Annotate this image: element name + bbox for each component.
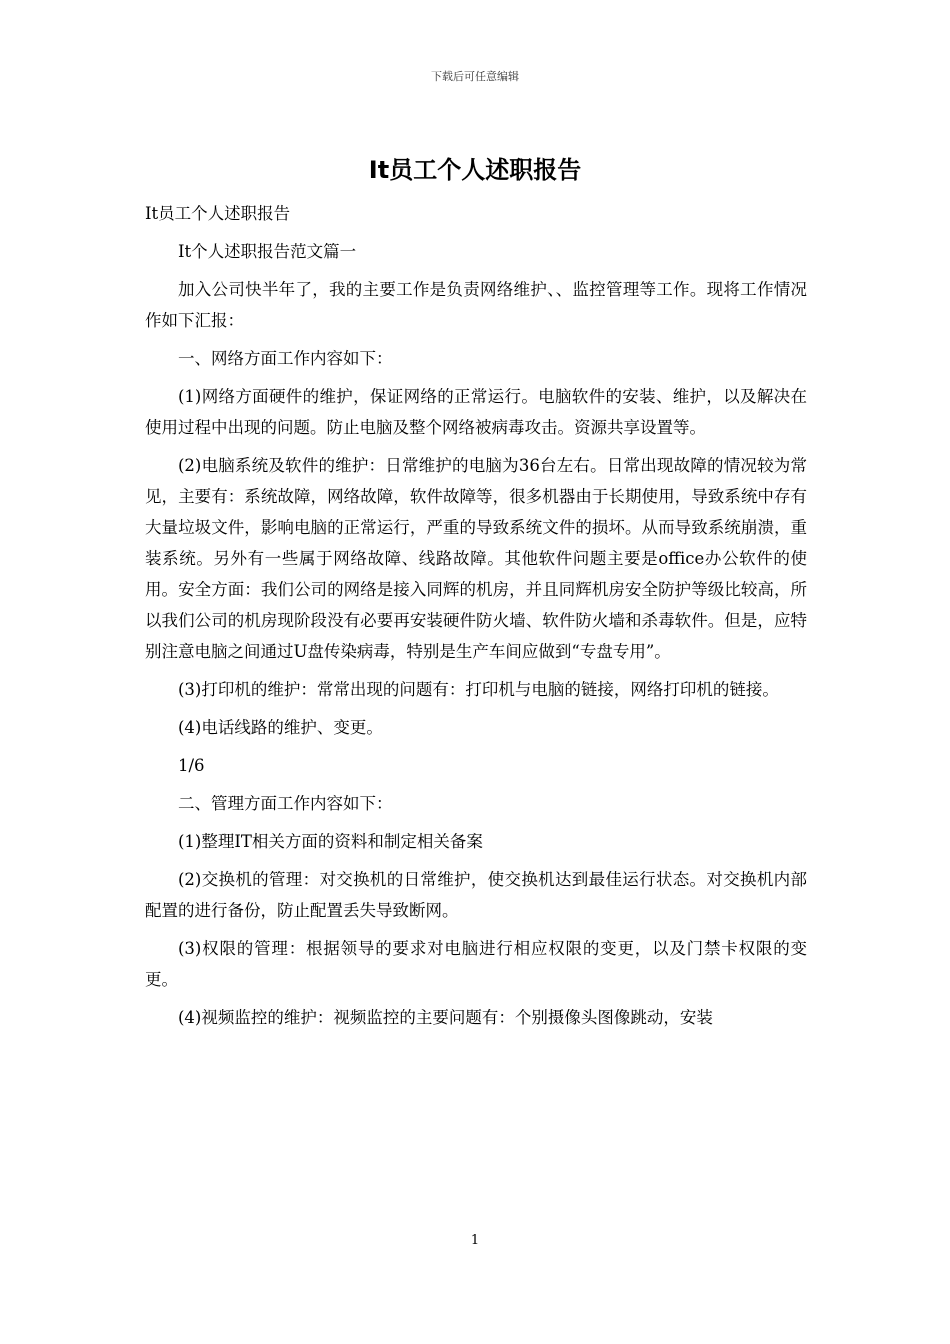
document-title: It员工个人述职报告 [368,156,582,184]
paragraph: 加入公司快半年了，我的主要工作是负责网络维护、、监控管理等工作。现将工作情况作如下汇报： [145,280,807,330]
page-header: 下载后可任意编辑 [431,70,519,83]
paragraph: (3)打印机的维护：常常出现的问题有：打印机与电脑的链接，网络打印机的链接。 [178,680,779,699]
paragraph: (4)电话线路的维护、变更。 [178,718,383,737]
paragraph: (1)整理IT相关方面的资料和制定相关备案 [178,832,483,851]
paragraph: (2)交换机的管理：对交换机的日常维护，使交换机达到最佳运行状态。对交换机内部配置的进行备份，防止配置丢失导致断网。 [145,870,807,920]
paragraph: (3)权限的管理：根据领导的要求对电脑进行相应权限的变更，以及门禁卡权限的变更。 [145,939,807,989]
page-number: 1 [470,1233,480,1248]
paragraph: (4)视频监控的维护：视频监控的主要问题有：个别摄像头图像跳动，安装 [178,1008,713,1027]
document-body [145,198,807,1040]
section-heading: 一、网络方面工作内容如下： [178,349,393,368]
paragraph: (2)电脑系统及软件的维护：日常维护的电脑为36台左右。日常出现故障的情况较为常见，主要有：系统故障，网络故障，软件故障等，很多机器由于长期使用，导致系统中存有大量垃圾文件，影响电脑的正常运行，严重的导致系统文件的损坏。从而导致系统崩溃，重装系统。另外有一些属于网络故障、线路故障。其他软件问题主要是office办公软件的使用。安全方面：我们公司的网络是接入同辉的机房，并且同辉机房安全防护等级比较高，所以我们公司的机房现阶段没有必要再安装硬件防火墙、软件防火墙和杀毒软件。但是，应特别注意电脑之间通过U盘传染病毒，特别是生产车间应做到“专盘专用”。 [145,456,807,661]
section-heading: 二、管理方面工作内容如下： [178,794,393,813]
paragraph: It个人述职报告范文篇一 [178,242,357,261]
paragraph: It员工个人述职报告 [145,204,291,223]
paragraph: (1)网络方面硬件的维护，保证网络的正常运行。电脑软件的安装、维护，以及解决在使用过程中出现的问题。防止电脑及整个网络被病毒攻击。资源共享设置等。 [145,387,807,437]
inline-page-marker: 1/6 [178,756,205,775]
